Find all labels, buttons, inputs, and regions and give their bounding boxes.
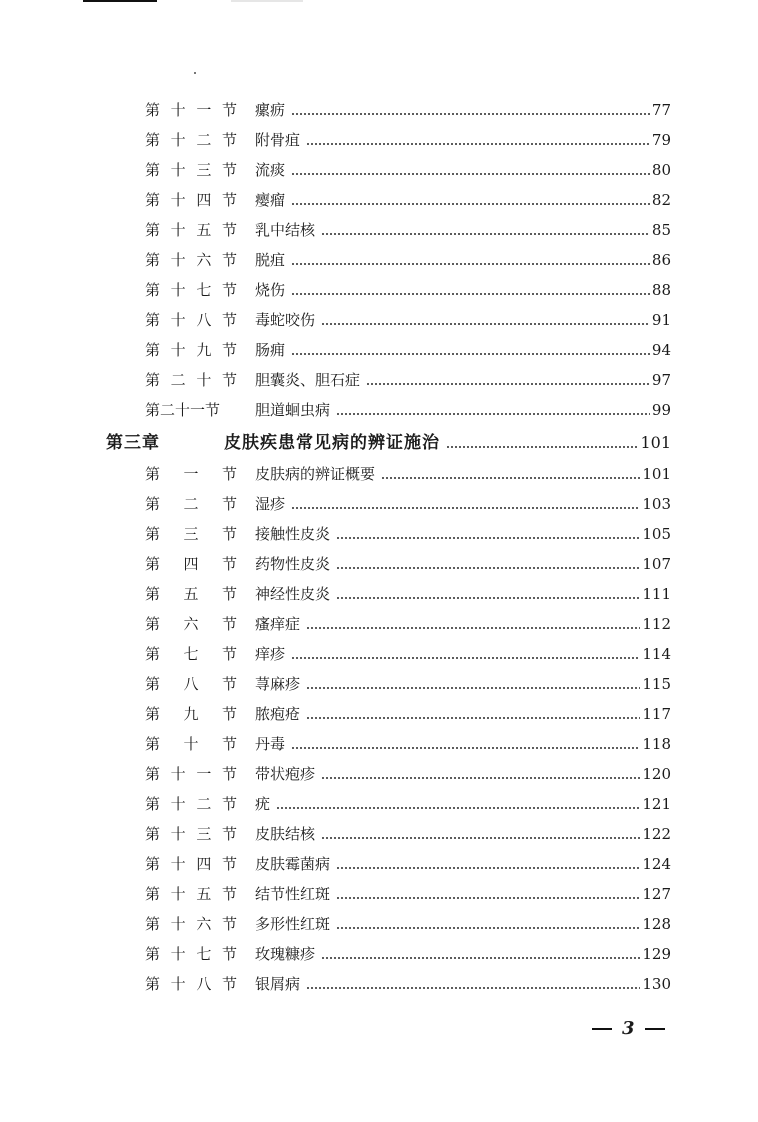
page-number: 94	[651, 340, 671, 359]
dot-leader	[366, 383, 650, 385]
section-label	[145, 524, 237, 543]
entry-title: 皮肤结核	[255, 824, 316, 843]
section-label-char: 第	[145, 974, 161, 993]
section-label-char: 第	[145, 914, 161, 933]
section-label-char: 第	[145, 674, 161, 693]
entry-title: 瘿瘤	[255, 190, 286, 209]
section-label-char: 第	[145, 824, 161, 843]
dot-leader	[336, 897, 640, 899]
toc-section-entry	[145, 155, 671, 185]
dot-leader	[336, 867, 640, 869]
page-number: 118	[642, 734, 671, 753]
page-number: 85	[651, 220, 671, 239]
section-label-char: 十	[183, 734, 199, 753]
section-label	[145, 944, 237, 963]
section-label-char: 十	[170, 280, 186, 299]
section-label-char: 八	[183, 674, 199, 693]
section-label-char: 三	[183, 524, 199, 543]
scan-artifact-bar	[231, 0, 303, 2]
toc-section-entry	[145, 215, 671, 245]
section-label-char: 第	[145, 130, 161, 149]
section-label-char: 八	[196, 974, 212, 993]
entry-title: 多形性红斑	[255, 914, 331, 933]
page-number: 77	[651, 100, 671, 119]
toc-section-entry	[145, 759, 671, 789]
entry-title: 接触性皮炎	[255, 524, 331, 543]
section-label-char: 节	[221, 674, 237, 693]
section-label-char: 第	[145, 310, 161, 329]
section-label-char: 第	[145, 764, 161, 783]
scan-speck	[194, 72, 196, 74]
section-label	[145, 734, 237, 753]
section-label	[145, 310, 237, 329]
section-label	[145, 884, 237, 903]
toc-section-entry	[145, 395, 671, 425]
entry-title: 肠痈	[255, 340, 286, 359]
dot-leader	[276, 807, 640, 809]
page-number: 80	[651, 160, 671, 179]
section-label-char: 十	[170, 944, 186, 963]
entry-title: 带状疱疹	[255, 764, 316, 783]
section-label-char: 六	[196, 250, 212, 269]
page-number: 99	[651, 400, 671, 419]
section-label-char: 第	[145, 494, 161, 513]
toc-section-entry	[145, 549, 671, 579]
section-label	[145, 250, 237, 269]
dot-leader	[291, 747, 640, 749]
dot-leader	[306, 627, 640, 629]
dot-leader	[291, 203, 650, 205]
section-label-char: 十	[170, 914, 186, 933]
section-label-char: 十	[170, 764, 186, 783]
page-number: 124	[642, 854, 671, 873]
folio-dash	[645, 1028, 665, 1030]
entry-title: 胆道蛔虫病	[255, 400, 331, 419]
section-label-char: 节	[221, 190, 237, 209]
page-number: 129	[642, 944, 671, 963]
entry-title: 银屑病	[255, 974, 301, 993]
section-label	[145, 824, 237, 843]
section-label	[145, 794, 237, 813]
dot-leader	[336, 597, 640, 599]
dot-leader	[381, 477, 640, 479]
section-label-char: 节	[221, 704, 237, 723]
section-label-char: 六	[183, 614, 199, 633]
section-label-char: 第	[145, 160, 161, 179]
toc-section-entry	[145, 275, 671, 305]
section-label-char: 十	[170, 130, 186, 149]
dot-leader	[291, 507, 640, 509]
toc-section-entry	[145, 639, 671, 669]
section-label-char: 节	[221, 464, 237, 483]
toc-section-entry	[145, 729, 671, 759]
section-label	[145, 974, 237, 993]
entry-title: 神经性皮炎	[255, 584, 331, 603]
section-label	[145, 160, 237, 179]
toc-section-entry	[145, 849, 671, 879]
section-label-char: 七	[196, 280, 212, 299]
entry-title: 皮肤霉菌病	[255, 854, 331, 873]
page-number: 91	[651, 310, 671, 329]
page-number: 107	[642, 554, 671, 573]
section-label-char: 十	[170, 100, 186, 119]
page-number: 128	[642, 914, 671, 933]
section-label-char: 节	[221, 614, 237, 633]
dot-leader	[336, 537, 640, 539]
section-label-char: 十	[170, 884, 186, 903]
section-label-char: 第	[145, 794, 161, 813]
section-label-char: 第	[145, 220, 161, 239]
section-label-char: 节	[221, 584, 237, 603]
section-label-char: 节	[221, 220, 237, 239]
section-label-char: 五	[196, 220, 212, 239]
section-label-char: 七	[196, 944, 212, 963]
section-label-char: 十	[170, 794, 186, 813]
section-label-char: 第	[145, 644, 161, 663]
section-label-char: 节	[221, 310, 237, 329]
section-label-char: 四	[196, 190, 212, 209]
toc-section-entry	[145, 185, 671, 215]
toc-section-entry	[145, 335, 671, 365]
section-label-char: 十	[170, 190, 186, 209]
section-label-char: 五	[196, 884, 212, 903]
toc-section-entry	[145, 519, 671, 549]
page-number: 121	[642, 794, 671, 813]
entry-title: 疣	[255, 794, 271, 813]
entry-title: 瘙痒症	[255, 614, 301, 633]
page-folio	[592, 1018, 665, 1039]
dot-leader	[291, 657, 640, 659]
section-label-char: 八	[196, 310, 212, 329]
section-label-char: 第	[145, 554, 161, 573]
dot-leader	[291, 173, 650, 175]
folio-number: 3	[622, 1018, 635, 1039]
section-label-char: 节	[221, 974, 237, 993]
toc-section-entry	[145, 365, 671, 395]
toc-section-entry	[145, 609, 671, 639]
page-number: 117	[642, 704, 671, 723]
section-label-char: 第	[145, 280, 161, 299]
toc-section-entry	[145, 909, 671, 939]
section-label-char: 四	[183, 554, 199, 573]
section-label	[145, 130, 237, 149]
section-label-char: 节	[221, 824, 237, 843]
page-number: 97	[651, 370, 671, 389]
section-label	[145, 584, 237, 603]
section-label-char: 第	[145, 584, 161, 603]
section-label-char: 节	[221, 884, 237, 903]
section-label	[145, 220, 237, 239]
page-number: 101	[640, 433, 671, 452]
toc-section-entry	[145, 699, 671, 729]
section-label-char: 节	[221, 944, 237, 963]
section-label-char: 第	[145, 734, 161, 753]
section-label-char: 第	[145, 854, 161, 873]
section-label-char: 三	[196, 160, 212, 179]
page-number: 115	[642, 674, 671, 693]
toc-section-entry	[145, 669, 671, 699]
dot-leader	[336, 567, 640, 569]
dot-leader	[446, 446, 638, 448]
dot-leader	[336, 413, 650, 415]
section-label-char: 节	[221, 130, 237, 149]
entry-title: 瘰疬	[255, 100, 286, 119]
entry-title: 烧伤	[255, 280, 286, 299]
toc-section-entry	[145, 489, 671, 519]
entry-title: 荨麻疹	[255, 674, 301, 693]
page-number: 114	[642, 644, 671, 663]
section-label-char: 十	[170, 250, 186, 269]
entry-title: 皮肤病的辨证概要	[255, 464, 376, 483]
section-label-char: 第二十一节	[145, 400, 221, 419]
section-label-char: 节	[221, 854, 237, 873]
toc-section-entry	[145, 789, 671, 819]
toc-section-entry	[145, 95, 671, 125]
toc-section-entry	[145, 459, 671, 489]
section-label	[145, 494, 237, 513]
toc-section-entry	[145, 245, 671, 275]
section-label	[145, 674, 237, 693]
entry-title: 毒蛇咬伤	[255, 310, 316, 329]
toc-section-entry	[145, 579, 671, 609]
section-label-char: 二	[170, 370, 186, 389]
section-label	[145, 644, 237, 663]
section-label-char: 第	[145, 614, 161, 633]
section-label-char: 第	[145, 190, 161, 209]
section-label-char: 第	[145, 704, 161, 723]
entry-title: 胆囊炎、胆石症	[255, 370, 361, 389]
page-number: 111	[642, 584, 671, 603]
section-label-char: 五	[183, 584, 199, 603]
page-number: 101	[642, 464, 671, 483]
entry-title: 流痰	[255, 160, 286, 179]
toc-section-entry	[145, 879, 671, 909]
toc-section-entry	[145, 125, 671, 155]
toc-section-entry	[145, 819, 671, 849]
section-label-char: 十	[170, 824, 186, 843]
section-label-char: 一	[196, 764, 212, 783]
dot-leader	[336, 927, 640, 929]
dot-leader	[321, 323, 650, 325]
dot-leader	[306, 143, 650, 145]
entry-title: 丹毒	[255, 734, 286, 753]
scan-artifact-bar	[83, 0, 157, 2]
section-label-char: 十	[170, 854, 186, 873]
section-label	[145, 400, 237, 419]
entry-title: 结节性红斑	[255, 884, 331, 903]
section-label-char: 节	[221, 340, 237, 359]
section-label-char: 节	[221, 764, 237, 783]
section-label-char: 节	[221, 370, 237, 389]
page-number: 122	[642, 824, 671, 843]
section-label	[145, 554, 237, 573]
entry-title: 脓疱疮	[255, 704, 301, 723]
entry-title: 脱疽	[255, 250, 286, 269]
section-label	[145, 464, 237, 483]
section-label-char: 九	[196, 340, 212, 359]
dot-leader	[291, 263, 650, 265]
section-label	[145, 370, 237, 389]
section-label-char: 节	[221, 280, 237, 299]
section-label-char: 二	[196, 130, 212, 149]
chapter-label: 第三章	[106, 432, 160, 453]
section-label-char: 节	[221, 494, 237, 513]
section-label-char: 节	[221, 644, 237, 663]
page-number: 120	[642, 764, 671, 783]
page-number: 79	[651, 130, 671, 149]
dot-leader	[321, 233, 650, 235]
section-label-char: 十	[196, 370, 212, 389]
section-label-char: 第	[145, 370, 161, 389]
toc-section-entry	[145, 939, 671, 969]
section-label-char: 节	[221, 554, 237, 573]
dot-leader	[321, 957, 640, 959]
folio-dash	[592, 1028, 612, 1030]
section-label-char: 节	[221, 100, 237, 119]
dot-leader	[291, 353, 650, 355]
dot-leader	[306, 687, 640, 689]
entry-title: 附骨疽	[255, 130, 301, 149]
section-label-char: 七	[183, 644, 199, 663]
section-label-char: 四	[196, 854, 212, 873]
section-label	[145, 764, 237, 783]
entry-title: 玫瑰糠疹	[255, 944, 316, 963]
toc-section-entry	[145, 305, 671, 335]
section-label-char: 十	[170, 220, 186, 239]
section-label	[145, 100, 237, 119]
section-label	[145, 340, 237, 359]
section-label-char: 十	[170, 310, 186, 329]
entry-title: 皮肤疾患常见病的辨证施治	[224, 432, 440, 453]
entry-title: 乳中结核	[255, 220, 316, 239]
section-label-char: 节	[221, 160, 237, 179]
entry-title: 药物性皮炎	[255, 554, 331, 573]
section-label-char: 九	[183, 704, 199, 723]
page-number: 112	[642, 614, 671, 633]
dot-leader	[321, 777, 640, 779]
section-label-char: 十	[170, 340, 186, 359]
section-label-char: 十	[170, 974, 186, 993]
section-label-char: 节	[221, 794, 237, 813]
section-label	[145, 190, 237, 209]
dot-leader	[306, 717, 640, 719]
section-label-char: 二	[183, 494, 199, 513]
entry-title: 痒疹	[255, 644, 286, 663]
section-label-char: 第	[145, 944, 161, 963]
toc-section-entry	[145, 969, 671, 999]
section-label-char: 十	[170, 160, 186, 179]
dot-leader	[321, 837, 640, 839]
section-label-char: 二	[196, 794, 212, 813]
section-label-char: 一	[183, 464, 199, 483]
section-label	[145, 280, 237, 299]
dot-leader	[306, 987, 640, 989]
page-number: 82	[651, 190, 671, 209]
dot-leader	[291, 293, 650, 295]
section-label-char: 第	[145, 340, 161, 359]
page-number: 105	[642, 524, 671, 543]
section-label-char: 节	[221, 250, 237, 269]
page-number: 88	[651, 280, 671, 299]
section-label	[145, 704, 237, 723]
section-label-char: 一	[196, 100, 212, 119]
page-number: 103	[642, 494, 671, 513]
section-label-char: 第	[145, 100, 161, 119]
section-label-char: 节	[221, 914, 237, 933]
page-number: 86	[651, 250, 671, 269]
entry-title: 湿疹	[255, 494, 286, 513]
section-label-char: 六	[196, 914, 212, 933]
section-label-char: 节	[221, 734, 237, 753]
section-label-char: 节	[221, 524, 237, 543]
section-label	[145, 914, 237, 933]
section-label	[145, 614, 237, 633]
section-label-char: 第	[145, 524, 161, 543]
toc-chapter-entry	[106, 428, 671, 458]
section-label-char: 第	[145, 250, 161, 269]
section-label-char: 三	[196, 824, 212, 843]
section-label-char: 第	[145, 464, 161, 483]
section-label	[145, 854, 237, 873]
page-number: 127	[642, 884, 671, 903]
page-number: 130	[642, 974, 671, 993]
dot-leader	[291, 113, 650, 115]
section-label-char: 第	[145, 884, 161, 903]
